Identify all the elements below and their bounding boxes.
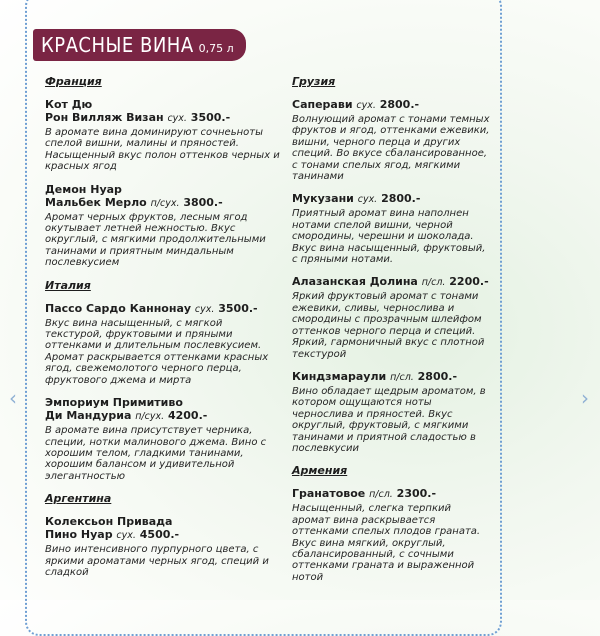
wine-name-line: Ди Мандуриа — [45, 409, 132, 423]
wine-name-line: Киндзмараули — [292, 369, 387, 383]
wine-type: п/сл. — [369, 489, 393, 501]
wine-type: сух. — [357, 194, 378, 206]
wine-header — [45, 396, 280, 423]
region-heading: Аргентина — [45, 492, 112, 506]
wine-item — [292, 487, 490, 583]
wine-header — [45, 183, 280, 210]
wine-header — [45, 302, 280, 316]
wine-item — [45, 515, 280, 578]
wine-price: 3500.- — [190, 111, 231, 124]
wine-item — [292, 370, 490, 454]
wine-description: Приятный аромат вина наполнен нотами спелой вишни, черной смородины, черешни и шоколада. Вкус вина насыщенный, фруктовый, с пряными нотами. — [292, 208, 486, 266]
wine-type: п/сух. — [135, 411, 165, 423]
wine-header — [292, 370, 490, 384]
wine-header — [45, 98, 280, 125]
wine-type: сух. — [356, 100, 376, 111]
wine-price: 2800.- — [379, 98, 420, 111]
wine-name-line: Пассо Сардо Каннонау — [45, 301, 192, 315]
wine-description: Вино обладает щедрым ароматом, в котором ощущаются ноты чернослива и пряностей. Вкус округлый, фруктовый, с мягкими танинами и приятной сладостью в послевкусии — [292, 385, 486, 454]
wine-description: Вкус вина насыщенный, с мягкой текстурой, фруктовыми и пряными оттенками и длительным послевкусием. Аромат раскрывается оттенками красных ягод, свежемолотого черного перца, фруктового джема и мирта — [45, 317, 269, 386]
wine-type: сух. — [167, 113, 187, 124]
wine-description: В аромате вина присутствует черника, специи, нотки малинового джема. Вино с хорошим телом, гладкими танинами, хорошим балансом и удивительной элегантностью — [45, 425, 267, 482]
wine-type: п/сл. — [390, 371, 414, 383]
wine-price: 2800.- — [381, 192, 421, 206]
left-column — [45, 75, 280, 588]
wine-name-line: Демон Нуар — [45, 182, 122, 196]
wine-name-line: Эмпориум Примитиво — [45, 396, 183, 410]
wine-item — [292, 275, 490, 359]
wine-name-line: Мальбек Мерло — [45, 195, 147, 209]
wine-price: 4200.- — [167, 409, 208, 423]
wine-item — [292, 192, 490, 265]
wine-item — [45, 98, 280, 173]
wine-item — [45, 396, 280, 482]
wine-description: Яркий фруктовый аромат с тонами ежевики, сливы, чернослива и смородины с прозрачным шлейфом оттенков черного перца и специй. Яркий, гармоничный вкус с плотной текстурой — [292, 291, 485, 360]
wine-item — [292, 98, 490, 182]
wine-name-line: Алазанская Долина — [292, 275, 418, 289]
wine-type: сух. — [116, 530, 136, 542]
region-heading: Франция — [45, 75, 102, 88]
region-heading: Италия — [45, 278, 91, 292]
wine-price: 2200.- — [449, 275, 489, 289]
wine-name-line: Пино Нуар — [45, 528, 113, 542]
region-heading: Армения — [292, 464, 348, 478]
wine-type: п/сух. — [150, 197, 180, 209]
wine-description: Насыщенный, слегка терпкий аромат вина раскрывается оттенками спелых плодов граната. Вкус вина мягкий, округлый, сбалансированный, с сочными оттенками граната и выраженной нотой — [292, 503, 481, 583]
next-page-arrow-icon[interactable]: › — [581, 386, 589, 410]
wine-description: Вино интенсивного пурпурного цвета, с яркими ароматами черных ягод, специй и сладкой — [45, 544, 269, 578]
wine-type: сух. — [194, 303, 215, 315]
wine-name-line: Саперави — [292, 98, 353, 111]
wine-type: п/сл. — [421, 277, 446, 289]
wine-name-line: Гранатовое — [292, 487, 366, 501]
wine-price: 3500.- — [218, 301, 258, 315]
wine-item — [45, 183, 280, 269]
wine-name-line: Кот Дю — [45, 98, 93, 111]
wine-item — [45, 302, 280, 386]
section-banner — [33, 29, 246, 61]
wine-description: В аромате вина доминируют сочнеьноты спелой вишни, малины и пряностей. Насыщенный вкус полон оттенков черных и красных ягод — [45, 127, 280, 173]
wine-description: Волнующий аромат с тонами темных фруктов и ягод, оттенками ежевики, вишни, черного перца и других специй. Во вкусе сбалансированное, с тонами спелых ягод, мягкими танинами — [292, 114, 490, 183]
wine-name-line: Мукузани — [292, 192, 354, 206]
wine-name-line: Рон Вилляж Визан — [45, 111, 164, 124]
wine-price: 4500.- — [139, 528, 180, 542]
right-column — [292, 75, 490, 593]
wine-name-line: Колексьон Привада — [45, 515, 173, 529]
wine-header — [292, 275, 490, 289]
wine-header — [292, 487, 490, 501]
section-title: КРАСНЫЕ ВИНА — [41, 33, 194, 57]
wine-price: 2300.- — [396, 487, 437, 501]
wine-description: Аромат черных фруктов, лесным ягод окутывает летней нежностью. Вкус округлый, с мягкими продолжительными танинами и приятным миндальным послевкусием — [45, 211, 266, 269]
bottle-volume: 0,75 л — [198, 42, 234, 55]
wine-header — [292, 98, 490, 112]
wine-header — [45, 515, 280, 542]
wine-price: 3800.- — [183, 195, 223, 209]
wine-header — [292, 192, 490, 206]
prev-page-arrow-icon[interactable]: ‹ — [9, 386, 17, 410]
wine-price: 2800.- — [417, 369, 458, 383]
region-heading: Грузия — [292, 75, 336, 88]
